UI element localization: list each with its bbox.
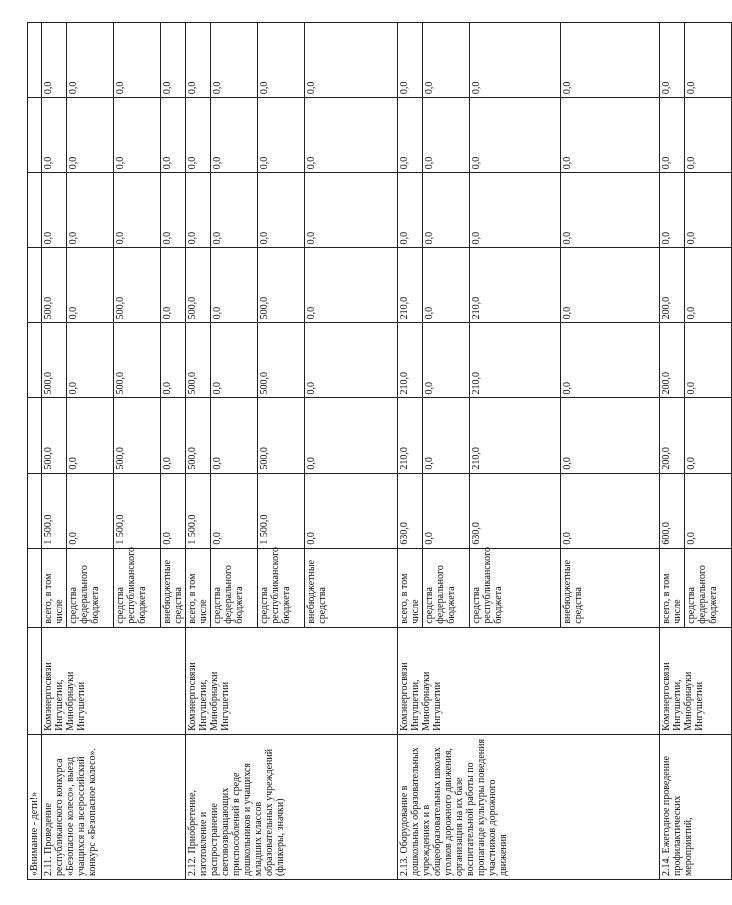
amount-cell: 0,0 <box>423 323 470 398</box>
amount-cell: 630,0 <box>398 473 423 548</box>
amount-cell: 0,0 <box>114 173 161 248</box>
executor-cell: Комэнергосвязи Ингушетии, Минобрнауки Ингушетии <box>398 627 660 734</box>
amount-cell: 0,0 <box>470 173 561 248</box>
amount-cell: 0,0 <box>423 23 470 98</box>
funding-source-cell: внебюджетные средства <box>305 548 398 627</box>
funding-source-cell: средства федерального бюджета <box>67 548 114 627</box>
funding-source-cell: средства федерального бюджета <box>211 548 258 627</box>
amount-cell: 0,0 <box>186 98 211 173</box>
amount-cell: 500,0 <box>114 248 161 323</box>
amount-cell: 0,0 <box>67 323 114 398</box>
executor-cell: Комэнергосвязи Ингушетии, Минобрнауки Ингушетии <box>42 627 186 734</box>
activity-name-cell: 2.13. Оборудование в дошкольных образовательных учреждениях и в общеобразовательных школах уголков дорожного движения, организация на их базе воспитательной работы по пропаганде культуры поведения участников дорожного движения <box>398 734 660 879</box>
empty-cell <box>28 398 42 473</box>
amount-cell: 0,0 <box>42 23 67 98</box>
funding-source-cell: всего, в том числе <box>398 548 423 627</box>
amount-cell: 0,0 <box>685 173 732 248</box>
funding-source-cell: средства республиканского бюджета <box>258 548 305 627</box>
amount-cell: 0,0 <box>470 23 561 98</box>
amount-cell: 0,0 <box>186 173 211 248</box>
amount-cell: 0,0 <box>660 23 685 98</box>
empty-cell <box>28 173 42 248</box>
amount-cell: 0,0 <box>398 173 423 248</box>
funding-source-cell: средства федерального бюджета <box>685 548 732 627</box>
amount-cell: 0,0 <box>561 98 660 173</box>
amount-cell: 0,0 <box>211 98 258 173</box>
amount-cell: 0,0 <box>161 473 186 548</box>
amount-cell: 210,0 <box>470 398 561 473</box>
amount-cell: 0,0 <box>211 323 258 398</box>
amount-cell: 0,0 <box>561 173 660 248</box>
amount-cell: 1 500,0 <box>114 473 161 548</box>
amount-cell: 0,0 <box>305 98 398 173</box>
amount-cell: 210,0 <box>398 248 423 323</box>
amount-cell: 0,0 <box>42 98 67 173</box>
amount-cell: 0,0 <box>211 398 258 473</box>
activity-name-cell: 2.11. Проведение республиканского конкурса «Безопасное колесо», выезд учащихся на всероссийский конкурс «Безопасное колесо». <box>42 734 186 879</box>
empty-cell <box>28 23 42 98</box>
amount-cell: 0,0 <box>161 323 186 398</box>
empty-cell <box>28 248 42 323</box>
amount-cell: 0,0 <box>398 23 423 98</box>
amount-cell: 0,0 <box>660 173 685 248</box>
table-body <box>28 23 732 880</box>
amount-cell: 0,0 <box>258 173 305 248</box>
empty-cell <box>28 323 42 398</box>
executor-cell: Комэнергосвязи Ингушетии, Минобрнауки Ингушетии <box>186 627 398 734</box>
amount-cell: 0,0 <box>161 173 186 248</box>
amount-cell: 200,0 <box>660 248 685 323</box>
amount-cell: 200,0 <box>660 398 685 473</box>
amount-cell: 500,0 <box>114 323 161 398</box>
activity-name-cell: 2.12. Приобретение, изготовление и распространение световозвращающих приспособлений в среде дошкольников и учащихся младших классов образовательных учреждений (фликеры, значки) <box>186 734 398 879</box>
amount-cell: 0,0 <box>161 98 186 173</box>
amount-cell: 0,0 <box>685 98 732 173</box>
amount-cell: 0,0 <box>561 398 660 473</box>
amount-cell: 500,0 <box>258 248 305 323</box>
program-activities-table <box>27 22 732 880</box>
amount-cell: 210,0 <box>398 398 423 473</box>
amount-cell: 500,0 <box>114 398 161 473</box>
amount-cell: 0,0 <box>561 323 660 398</box>
amount-cell: 1 500,0 <box>258 473 305 548</box>
amount-cell: 0,0 <box>423 248 470 323</box>
executor-cell: Комэнергосвязи Ингушетии, Минобрнауки Ингушетии <box>660 627 732 734</box>
empty-cell <box>28 98 42 173</box>
amount-cell: 200,0 <box>660 323 685 398</box>
amount-cell: 0,0 <box>685 473 732 548</box>
amount-cell: 500,0 <box>186 248 211 323</box>
amount-cell: 0,0 <box>561 248 660 323</box>
funding-source-cell: всего, в том числе <box>660 548 685 627</box>
amount-cell: 0,0 <box>211 473 258 548</box>
amount-cell: 0,0 <box>423 173 470 248</box>
funding-source-cell: внебюджетные средства <box>561 548 660 627</box>
amount-cell: 0,0 <box>305 173 398 248</box>
amount-cell: 1 500,0 <box>186 473 211 548</box>
amount-cell: 0,0 <box>305 323 398 398</box>
amount-cell: 0,0 <box>305 398 398 473</box>
table-row <box>186 23 211 880</box>
amount-cell: 0,0 <box>423 98 470 173</box>
amount-cell: 0,0 <box>67 98 114 173</box>
amount-cell: 0,0 <box>161 398 186 473</box>
amount-cell: 0,0 <box>305 23 398 98</box>
empty-cell <box>28 627 42 734</box>
amount-cell: 0,0 <box>211 248 258 323</box>
amount-cell: 0,0 <box>685 23 732 98</box>
amount-cell: 500,0 <box>186 398 211 473</box>
amount-cell: 1 500,0 <box>42 473 67 548</box>
amount-cell: 0,0 <box>67 173 114 248</box>
amount-cell: 0,0 <box>67 23 114 98</box>
amount-cell: 600,0 <box>660 473 685 548</box>
amount-cell: 0,0 <box>685 323 732 398</box>
funding-source-cell: средства федерального бюджета <box>423 548 470 627</box>
amount-cell: 0,0 <box>211 23 258 98</box>
funding-source-cell: средства республиканского бюджета <box>114 548 161 627</box>
amount-cell: 0,0 <box>305 248 398 323</box>
empty-cell <box>28 548 42 627</box>
activity-name-cell: 2.14. Ежегодное проведение профилактических мероприятий, <box>660 734 732 879</box>
funding-source-cell: внебюджетные средства <box>161 548 186 627</box>
amount-cell: 0,0 <box>258 98 305 173</box>
amount-cell: 500,0 <box>186 323 211 398</box>
amount-cell: 210,0 <box>398 323 423 398</box>
amount-cell: 500,0 <box>258 398 305 473</box>
amount-cell: 0,0 <box>186 23 211 98</box>
amount-cell: 500,0 <box>258 323 305 398</box>
amount-cell: 0,0 <box>398 98 423 173</box>
funding-source-cell: всего, в том числе <box>186 548 211 627</box>
amount-cell: 0,0 <box>561 473 660 548</box>
table-row <box>398 23 423 880</box>
amount-cell: 0,0 <box>685 398 732 473</box>
amount-cell: 0,0 <box>161 248 186 323</box>
amount-cell: 0,0 <box>258 23 305 98</box>
amount-cell: 500,0 <box>42 323 67 398</box>
table-row <box>28 23 42 880</box>
funding-source-cell: всего, в том числе <box>42 548 67 627</box>
amount-cell: 0,0 <box>211 173 258 248</box>
amount-cell: 0,0 <box>660 98 685 173</box>
amount-cell: 0,0 <box>67 473 114 548</box>
section-cell: «Внимание - дети!» <box>28 734 42 879</box>
amount-cell: 0,0 <box>423 398 470 473</box>
amount-cell: 0,0 <box>67 248 114 323</box>
table-row <box>660 23 685 880</box>
funding-source-cell: средства республиканского бюджета <box>470 548 561 627</box>
amount-cell: 0,0 <box>114 98 161 173</box>
amount-cell: 0,0 <box>305 473 398 548</box>
amount-cell: 0,0 <box>423 473 470 548</box>
amount-cell: 0,0 <box>685 248 732 323</box>
amount-cell: 0,0 <box>561 23 660 98</box>
amount-cell: 0,0 <box>114 23 161 98</box>
empty-cell <box>28 473 42 548</box>
amount-cell: 500,0 <box>42 248 67 323</box>
amount-cell: 630,0 <box>470 473 561 548</box>
amount-cell: 0,0 <box>42 173 67 248</box>
amount-cell: 0,0 <box>67 398 114 473</box>
amount-cell: 0,0 <box>470 98 561 173</box>
table-row <box>42 23 67 880</box>
amount-cell: 210,0 <box>470 323 561 398</box>
rotated-table-container <box>27 22 719 880</box>
amount-cell: 500,0 <box>42 398 67 473</box>
amount-cell: 0,0 <box>161 23 186 98</box>
amount-cell: 210,0 <box>470 248 561 323</box>
